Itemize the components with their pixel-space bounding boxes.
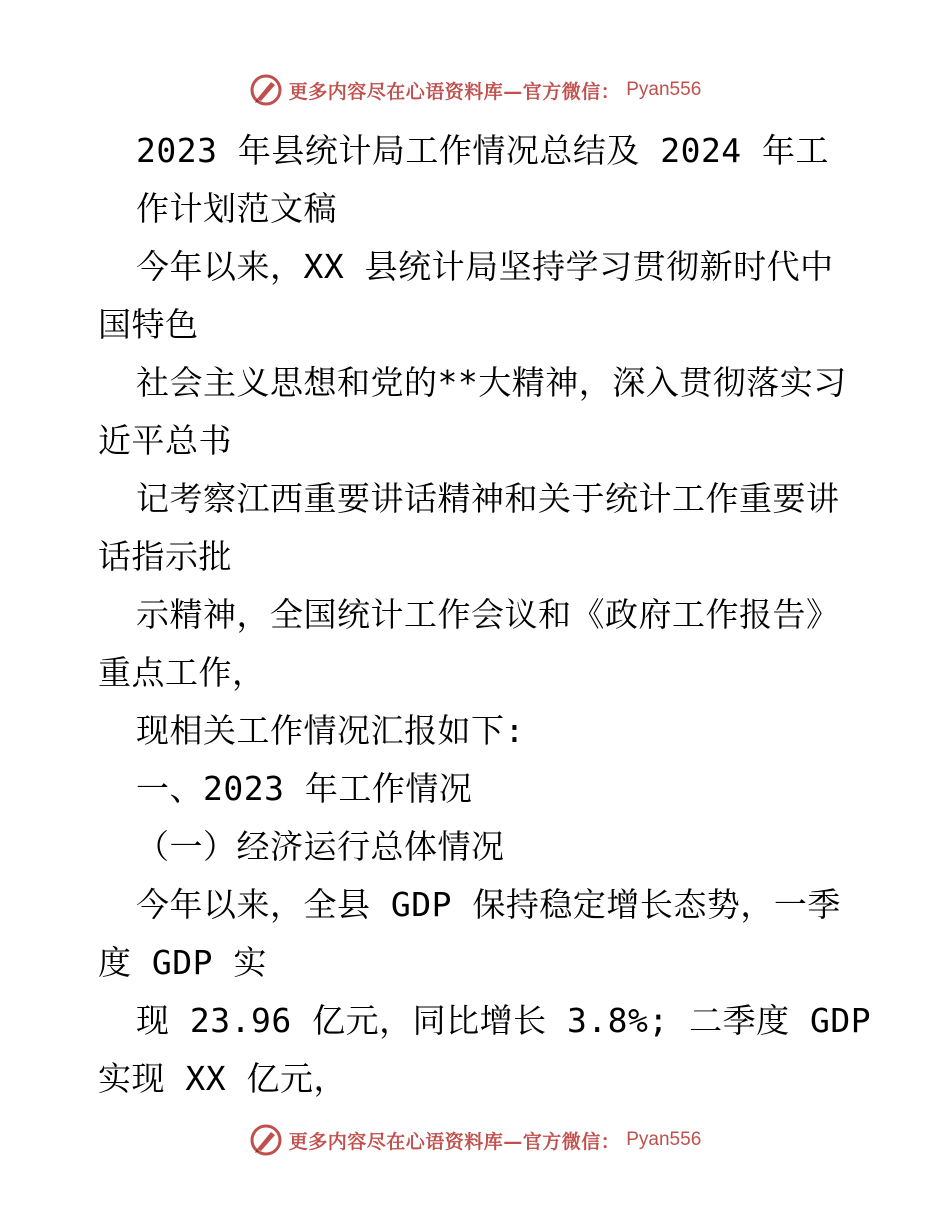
doc-title-line-1: 2023 年县统计局工作情况总结及 2024 年工: [136, 131, 830, 170]
watermark-text: 更多内容尽在心语资料库—官方微信：: [288, 80, 621, 103]
doc-title-line-2: 作计划范文稿: [136, 189, 337, 228]
paragraph-line: 度 GDP 实: [98, 943, 267, 982]
paragraph-line: 示精神，全国统计工作会议和《政府工作报告》: [136, 595, 840, 634]
watermark-banner: [249, 73, 702, 107]
header-watermark: [0, 70, 950, 110]
watermark-text: 更多内容尽在心语资料库—官方微信：: [288, 1130, 621, 1153]
paragraph-line: 近平总书: [98, 421, 232, 460]
paragraph-line: 实现 XX 亿元，: [98, 1059, 347, 1098]
paragraph-line: 社会主义思想和党的**大精神，深入贯彻落实习: [136, 363, 847, 402]
document-body: [98, 122, 872, 1108]
footer-watermark: [0, 1120, 950, 1160]
watermark-banner: [249, 1123, 702, 1157]
watermark-handle: Pyan556: [626, 79, 702, 100]
red-pen-circle-icon: [249, 73, 283, 107]
paragraph-line: 国特色: [98, 305, 199, 344]
paragraph-line: 今年以来，XX 县统计局坚持学习贯彻新时代中: [136, 247, 834, 286]
section-heading: 一、2023 年工作情况: [136, 769, 473, 808]
watermark-handle: Pyan556: [626, 1129, 702, 1150]
paragraph-line: 重点工作，: [98, 653, 266, 692]
paragraph-line: 记考察江西重要讲话精神和关于统计工作重要讲: [136, 479, 840, 518]
subsection-heading: （一）经济运行总体情况: [136, 827, 505, 866]
paragraph-line: 今年以来，全县 GDP 保持稳定增长态势，一季: [136, 885, 841, 924]
paragraph-line: 话指示批: [98, 537, 232, 576]
red-pen-circle-icon: [249, 1123, 283, 1157]
paragraph-line: 现 23.96 亿元，同比增长 3.8%; 二季度 GDP: [136, 1001, 872, 1040]
paragraph-line: 现相关工作情况汇报如下:: [136, 711, 525, 750]
